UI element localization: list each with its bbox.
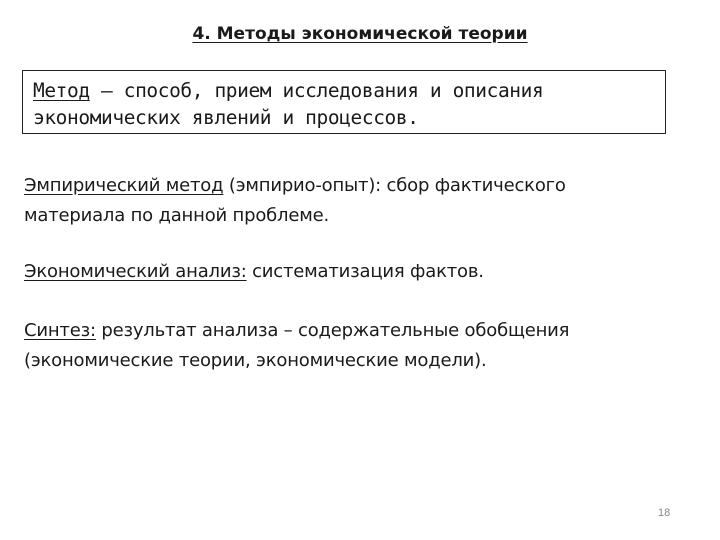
definition-text: – способ, прием исследования и описания bbox=[89, 79, 544, 102]
paragraph-text: результат анализа – содержательные обобщения bbox=[95, 320, 570, 341]
paragraph-line-2: (экономические теории, экономические модели). bbox=[24, 350, 487, 371]
paragraph-text: (эмпирио-опыт): сбор фактического bbox=[223, 175, 566, 196]
definition-term: Метод bbox=[33, 79, 90, 102]
paragraph-line-1 bbox=[24, 257, 664, 287]
slide-title: 4. Методы экономической теории bbox=[192, 24, 528, 44]
paragraph-line-2: материала по данной проблеме. bbox=[24, 205, 329, 226]
definition-box bbox=[22, 70, 666, 134]
paragraph-term: Синтез: bbox=[24, 320, 96, 341]
paragraph-text: систематизация фактов. bbox=[246, 261, 484, 282]
paragraph-line-1 bbox=[24, 171, 664, 201]
paragraph-economic-analysis bbox=[24, 257, 664, 287]
definition-line-1 bbox=[33, 77, 655, 104]
paragraph-term: Экономический анализ: bbox=[24, 261, 247, 282]
paragraph-synthesis bbox=[24, 316, 664, 376]
paragraph-line-1 bbox=[24, 316, 664, 346]
page-number: 18 bbox=[658, 507, 671, 519]
paragraph-empirical-method bbox=[24, 171, 664, 231]
paragraph-term: Эмпирический метод bbox=[24, 175, 224, 196]
definition-line-2: экономических явлений и процессов. bbox=[33, 106, 419, 129]
